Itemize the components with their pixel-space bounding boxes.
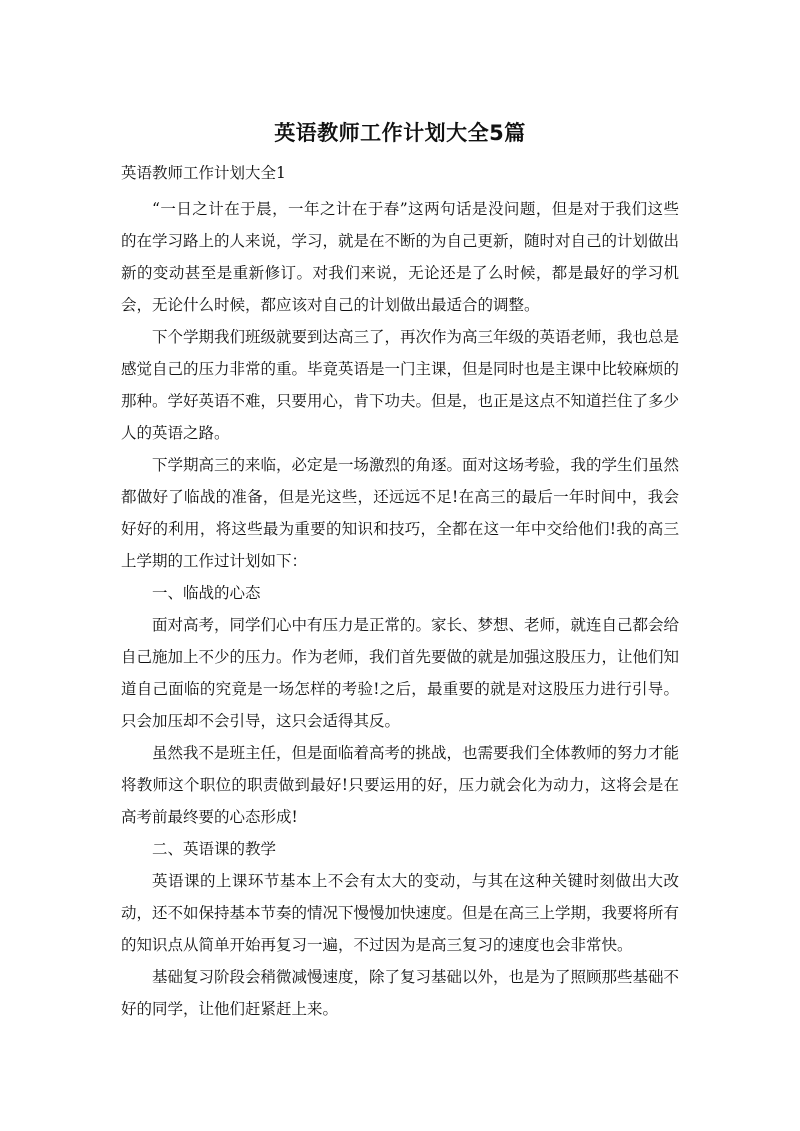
paragraph: 下学期高三的来临，必定是一场激烈的角逐。面对这场考验，我的学生们虽然都做好了临战的准备，但是光这些，还远远不足!在高三的最后一年时间中，我会好好的利用，将这些最为重要的知识和技巧，全都在这一年中交给他们!我的高三上学期的工作过计划如下： — [121, 456, 680, 570]
paragraph: 下个学期我们班级就要到达高三了，再次作为高三年级的英语老师，我也总是感觉自己的压力非常的重。毕竟英语是一门主课，但是同时也是主课中比较麻烦的那种。学好英语不难，只要用心，肯下功夫。但是，也正是这点不知道拦住了多少人的英语之路。 — [121, 328, 680, 442]
document-title: 英语教师工作计划大全5篇 — [274, 121, 526, 145]
paragraph: 虽然我不是班主任，但是面临着高考的挑战，也需要我们全体教师的努力才能将教师这个职位的职责做到最好!只要运用的好，压力就会化为动力，这将会是在高考前最终要的心态形成! — [121, 744, 680, 826]
section-heading: 一、临战的心态 — [152, 584, 261, 602]
section-heading: 二、英语课的教学 — [152, 840, 277, 858]
document-body — [121, 193, 679, 1025]
paragraph: 面对高考，同学们心中有压力是正常的。家长、梦想、老师，就连自己都会给自己施加上不少的压力。作为老师，我们首先要做的就是加强这股压力，让他们知道自己面临的究竟是一场怎样的考验!之后，最重要的就是对这股压力进行引导。只会加压却不会引导，这只会适得其反。 — [121, 616, 680, 730]
paragraph: 英语课的上课环节基本上不会有太大的变动，与其在这种关键时刻做出大改动，还不如保持基本节奏的情况下慢慢加快速度。但是在高三上学期，我要将所有的知识点从简单开始再复习一遍，不过因为是高三复习的速度也会非常快。 — [121, 872, 680, 954]
paragraph: “一日之计在于晨，一年之计在于春”这两句话是没问题，但是对于我们这些的在学习路上的人来说，学习，就是在不断的为自己更新，随时对自己的计划做出新的变动甚至是重新修订。对我们来说，无论还是了么时候，都是最好的学习机会，无论什么时候，都应该对自己的计划做出最适合的调整。 — [121, 200, 680, 314]
paragraph: 基础复习阶段会稍微减慢速度，除了复习基础以外，也是为了照顾那些基础不好的同学，让他们赶紧赶上来。 — [121, 968, 680, 1018]
document-subtitle: 英语教师工作计划大全1 — [121, 164, 286, 182]
